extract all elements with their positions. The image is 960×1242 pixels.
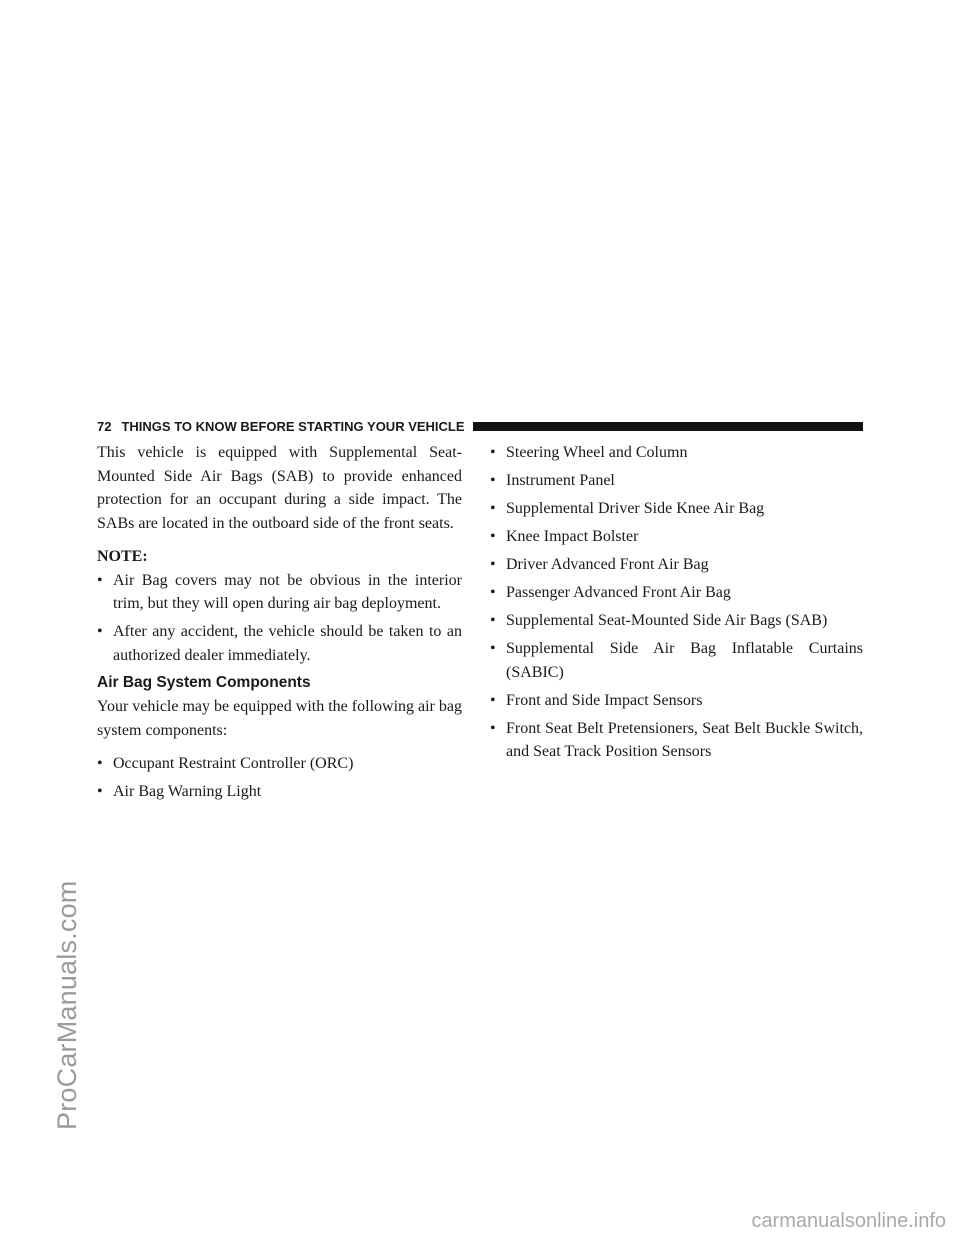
list-item-text: Supplemental Driver Side Knee Air Bag (506, 500, 765, 517)
section-heading: Air Bag System Components (97, 674, 311, 691)
list-item (490, 469, 863, 493)
bullet-icon: • (490, 584, 496, 601)
list-item-text: Steering Wheel and Column (506, 444, 688, 461)
bullet-icon: • (97, 571, 103, 589)
list-item (490, 441, 863, 465)
chapter-title: THINGS TO KNOW BEFORE STARTING YOUR VEHICLE (121, 418, 465, 434)
list-item (490, 609, 863, 633)
bullet-icon: • (490, 691, 496, 709)
list-item-text: Occupant Restraint Controller (ORC) (113, 755, 354, 772)
bullet-icon: • (97, 623, 103, 640)
list-item (97, 780, 462, 804)
list-item (97, 752, 462, 776)
note-list (97, 569, 462, 668)
list-item-text: Front and Side Impact Sensors (506, 691, 703, 709)
list-item-text: Instrument Panel (506, 472, 615, 489)
list-item (490, 717, 863, 764)
list-item (490, 553, 863, 577)
list-item-text: Knee Impact Bolster (506, 528, 639, 545)
bullet-icon: • (490, 640, 496, 657)
bullet-icon: • (97, 755, 103, 772)
list-item (490, 581, 863, 605)
list-item (97, 569, 462, 616)
right-column (490, 441, 863, 768)
list-item-text: Supplemental Seat-Mounted Side Air Bags (SAB) (506, 612, 828, 629)
components-list-left (97, 752, 462, 804)
components-list-right (490, 441, 863, 764)
bullet-icon: • (490, 500, 496, 517)
list-item (490, 637, 863, 684)
list-item (490, 497, 863, 521)
intro-paragraph: This vehicle is equipped with Supplemental Seat-Mounted Side Air Bags (SAB) to provide enhanced protection for an occupant during a side impact. The SABs are located in the outboard side of the front seats. (97, 444, 462, 532)
list-item (97, 620, 462, 667)
list-item-text: Passenger Advanced Front Air Bag (506, 584, 731, 601)
left-column (97, 441, 462, 808)
bullet-icon: • (490, 612, 496, 629)
list-item-text: Supplemental Side Air Bag Inflatable Curtains (SABIC) (506, 640, 863, 681)
list-item (490, 689, 863, 713)
bullet-icon: • (490, 472, 496, 489)
header-rule (473, 422, 863, 431)
note-label: NOTE: (97, 548, 148, 565)
list-item-text: Air Bag Warning Light (113, 783, 262, 800)
bullet-icon: • (97, 783, 103, 800)
page-number: 72 (97, 418, 112, 434)
bullet-icon: • (490, 556, 496, 573)
bullet-icon: • (490, 444, 496, 461)
list-item-text: After any accident, the vehicle should be taken to an authorized dealer immediately. (113, 623, 462, 664)
bullet-icon: • (490, 528, 496, 545)
watermark-left: ProCarManuals.com (52, 880, 82, 1130)
list-item-text: Air Bag covers may not be obvious in the interior trim, but they will open during air bag deployment. (113, 571, 462, 612)
bullet-icon: • (490, 719, 496, 737)
list-item (490, 525, 863, 549)
watermark-bottom: carmanualsonline.info (751, 1210, 946, 1232)
page-header (97, 417, 863, 435)
section-intro: Your vehicle may be equipped with the following air bag system components: (97, 698, 462, 739)
list-item-text: Driver Advanced Front Air Bag (506, 556, 709, 573)
list-item-text: Front Seat Belt Pretensioners, Seat Belt Buckle Switch, and Seat Track Position Sensors (506, 719, 863, 760)
